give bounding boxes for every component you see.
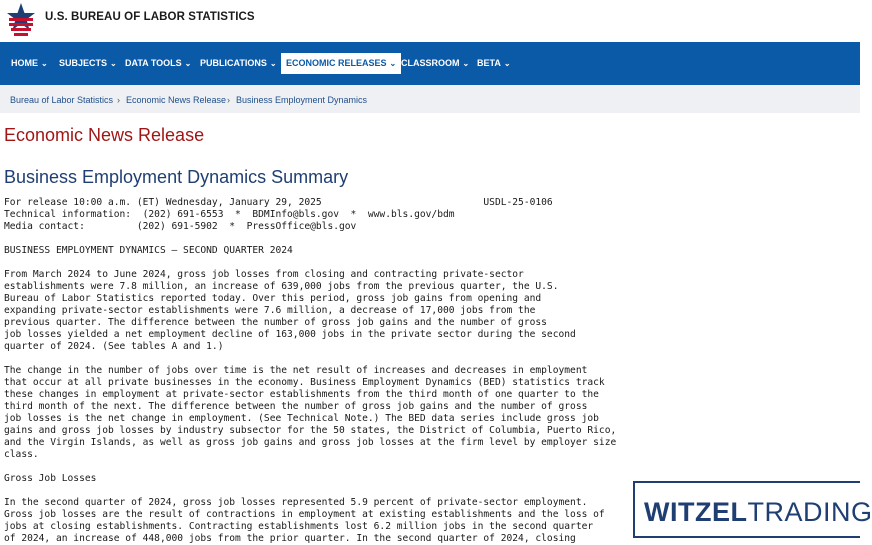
body-line: gains and gross job losses by industry subsector for the 50 states, the District of Columbia, Puerto Rico,: [4, 425, 617, 436]
body-line: The change in the number of jobs over time is the net result of increases and decreases in employment: [4, 365, 588, 376]
site-header: [0, 0, 860, 42]
chevron-down-icon: ⌄: [462, 59, 470, 68]
section-heading: BUSINESS EMPLOYMENT DYNAMICS – SECOND QUARTER 2024: [4, 245, 293, 256]
watermark-part: TRADING: [747, 497, 872, 527]
body-line: Gross job losses are the result of contractions in employment at existing establishments and the loss of: [4, 509, 605, 520]
watermark-part: WITZEL: [644, 497, 748, 527]
chevron-down-icon: ⌄: [41, 59, 48, 68]
body-line: previous quarter. The difference between the number of gross job gains and the number of gross: [4, 317, 547, 328]
subheading: Gross Job Losses: [4, 473, 97, 484]
nav-label: BETA: [477, 58, 501, 68]
nav-home[interactable]: [6, 53, 53, 74]
release-info-line: Technical information: (202) 691-6553 * BDMInfo@bls.gov * www.bls.gov/bdm: [4, 209, 455, 220]
nav-beta[interactable]: [472, 53, 516, 74]
watermark-logo: [633, 481, 872, 538]
chevron-down-icon: ⌄: [389, 59, 397, 68]
nav-label: DATA TOOLS: [125, 58, 182, 68]
release-heading: Economic News Release: [4, 125, 205, 145]
page-title: Business Employment Dynamics Summary: [4, 167, 349, 187]
body-line: of 2024, an increase of 448,000 jobs from the prior quarter. In the second quarter of 2024, closing: [4, 533, 576, 544]
bls-logo[interactable]: [4, 2, 38, 36]
breadcrumb: [0, 85, 860, 113]
body-line: that occur at all private businesses in the economy. Business Employment Dynamics (BED) statistics track: [4, 377, 605, 388]
nav-label: CLASSROOM: [401, 58, 460, 68]
chevron-down-icon: ⌄: [184, 59, 192, 68]
body-line: Bureau of Labor Statistics reported today. Over this period, gross job gains from opening and: [4, 293, 542, 304]
release-info-line: For release 10:00 a.m. (ET) Wednesday, January 29, 2025 USDL-25-0106: [4, 197, 553, 208]
site-title[interactable]: U.S. BUREAU OF LABOR STATISTICS: [45, 11, 255, 23]
body-line: establishments were 7.8 million, an increase of 639,000 jobs from the previous quarter, the U.S.: [4, 281, 559, 292]
nav-subjects[interactable]: [54, 53, 122, 74]
chevron-down-icon: ⌄: [269, 59, 277, 68]
body-line: quarter of 2024. (See tables A and 1.): [4, 341, 224, 352]
body-line: these changes in employment at private-sector establishments from the third month of one quarter to the: [4, 389, 599, 400]
breadcrumb-link[interactable]: Economic News Release: [126, 95, 227, 105]
body-line: job losses yielded a net employment decline of 163,000 jobs in the private sector during the second: [4, 329, 576, 340]
nav-economic-releases[interactable]: [281, 53, 401, 74]
bls-star-logo-icon: [4, 2, 38, 36]
body-line: class.: [4, 449, 39, 460]
body-line: job losses is the net change in employment. (See Technical Note.) The BED data series include gross job: [4, 413, 599, 424]
chevron-down-icon: ⌄: [503, 59, 511, 68]
nav-classroom[interactable]: [396, 53, 474, 74]
main-nav: [0, 42, 860, 85]
chevron-down-icon: ⌄: [110, 59, 117, 68]
breadcrumb-current[interactable]: Business Employment Dynamics: [236, 95, 368, 105]
nav-publications[interactable]: [195, 53, 282, 74]
nav-label: SUBJECTS: [59, 58, 108, 68]
nav-data-tools[interactable]: [120, 53, 196, 74]
release-info-line: Media contact: (202) 691-5902 * PressOffice@bls.gov: [4, 221, 357, 232]
body-line: and the Virgin Islands, as well as gross job gains and gross job losses at the firm level by employer size: [4, 437, 617, 448]
watermark-text: [644, 497, 872, 528]
body-line: From March 2024 to June 2024, gross job losses from closing and contracting private-sector: [4, 269, 524, 280]
body-line: jobs at closing establishments. Contracting establishments lost 6.2 million jobs in the second quarter: [4, 521, 594, 532]
nav-label: PUBLICATIONS: [200, 58, 267, 68]
nav-label: ECONOMIC RELEASES: [286, 58, 387, 68]
breadcrumb-separator: ›: [227, 95, 230, 105]
body-line: third month of the next. The difference between the number of gross job gains and the number of gross: [4, 401, 588, 412]
breadcrumb-separator: ›: [117, 95, 120, 105]
breadcrumb-link[interactable]: Bureau of Labor Statistics: [10, 95, 114, 105]
body-line: In the second quarter of 2024, gross job losses represented 5.9 percent of private-sector employment.: [4, 497, 588, 508]
nav-label: HOME: [11, 58, 38, 68]
body-line: expanding private-sector establishments were 7.6 million, a decrease of 17,000 jobs from the: [4, 305, 536, 316]
